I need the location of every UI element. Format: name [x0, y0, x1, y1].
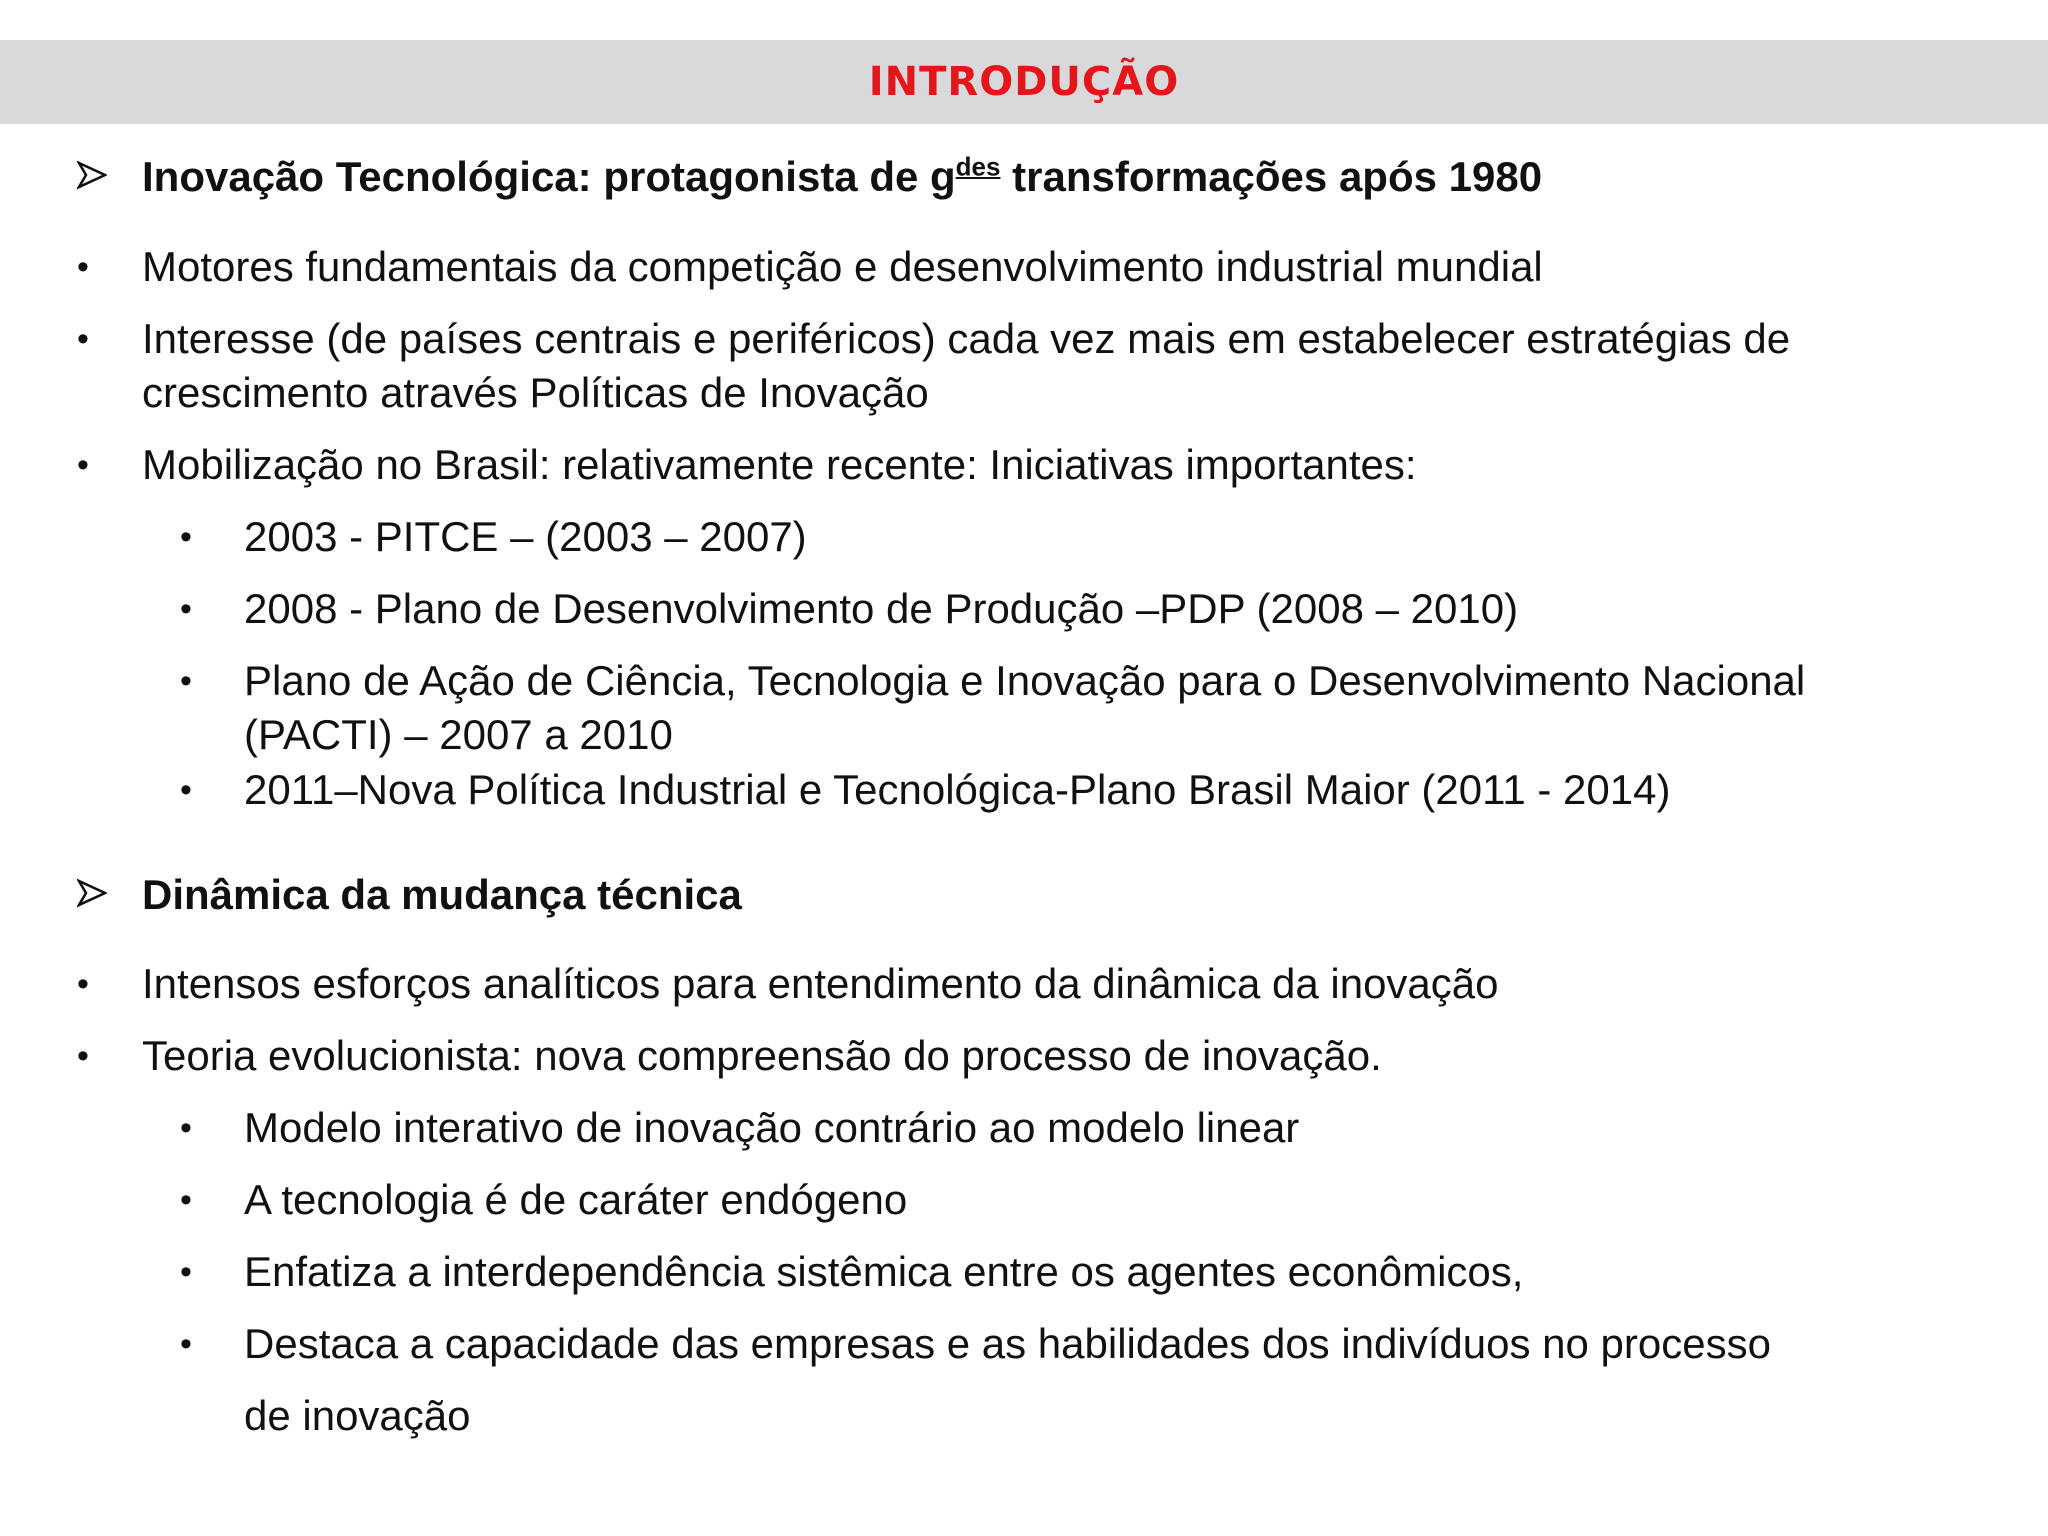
slide-title: INTRODUÇÃO [868, 59, 1180, 105]
sub-list-item-text: A tecnologia é de caráter endógeno [244, 1176, 908, 1223]
bullet-icon: • [77, 965, 89, 1003]
list-item-text: Interesse (de países centrais e periféricos) cada vez mais em estabelecer estratégias de [142, 315, 1791, 362]
bullet-icon: • [180, 590, 192, 628]
sub-list-item-text: Plano de Ação de Ciência, Tecnologia e Inovação para o Desenvolvimento Nacional [244, 657, 1806, 704]
sub-list-item-text: 2003 - PITCE – (2003 – 2007) [244, 513, 807, 560]
sub-list-item-text: de inovação [244, 1392, 471, 1439]
bullet-icon: • [180, 1181, 192, 1219]
bullet-icon: • [180, 1253, 192, 1291]
bullet-icon: • [77, 320, 89, 358]
section-heading-text: Dinâmica da mudança técnica [142, 871, 742, 918]
list-item-text: Intensos esforços analíticos para entendimento da dinâmica da inovação [142, 960, 1499, 1007]
sub-list-item-text: (PACTI) – 2007 a 2010 [244, 711, 673, 758]
sub-list-item-text: 2008 - Plano de Desenvolvimento de Produção –PDP (2008 – 2010) [244, 585, 1519, 632]
sub-list-item-text: Destaca a capacidade das empresas e as habilidades dos indivíduos no processo [244, 1320, 1771, 1367]
bullet-icon: • [180, 1109, 192, 1147]
bullet-icon: • [77, 1037, 89, 1075]
list-item-text: crescimento através Políticas de Inovação [142, 369, 929, 416]
list-item-text: Mobilização no Brasil: relativamente recente: Iniciativas importantes: [142, 441, 1417, 488]
sub-list-item-text: Enfatiza a interdependência sistêmica entre os agentes econômicos, [244, 1248, 1524, 1295]
bullet-icon: • [180, 518, 192, 556]
arrow-bullet-icon [77, 868, 107, 908]
superscript-des: des [955, 151, 1001, 182]
arrow-bullet-icon [77, 150, 107, 190]
sub-list-item-text: 2011–Nova Política Industrial e Tecnológica-Plano Brasil Maior (2011 - 2014) [244, 766, 1671, 813]
bullet-icon: • [180, 662, 192, 700]
bullet-icon: • [180, 771, 192, 809]
list-item-text: Teoria evolucionista: nova compreensão do processo de inovação. [142, 1032, 1382, 1079]
list-item-text: Motores fundamentais da competição e desenvolvimento industrial mundial [142, 243, 1543, 290]
bullet-icon: • [77, 248, 89, 286]
bullet-icon: • [77, 446, 89, 484]
sub-list-item-text: Modelo interativo de inovação contrário ao modelo linear [244, 1104, 1300, 1151]
bullet-icon: • [180, 1325, 192, 1363]
section-heading-text: Inovação Tecnológica: protagonista de $g^{des}$ transformações após 1980 [142, 151, 1543, 200]
